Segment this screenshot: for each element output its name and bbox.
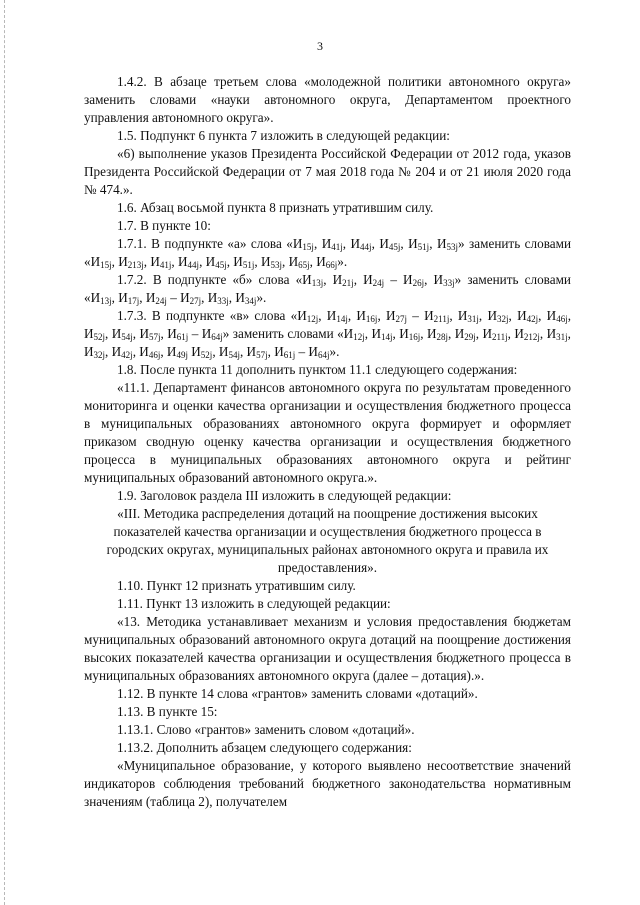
document-paragraph: 1.5. Подпункт 6 пункта 7 изложить в следующей редакции:: [117, 128, 450, 143]
section-heading: «III. Методика распределения дотаций на поощрение достижения высоких показателей качества организации и осуществления бюджетного процесса в городских округах, муниципальных районах автономного округа и правила их предоставления».: [106, 506, 549, 575]
document-paragraph: «6) выполнение указов Президента Российской Федерации от 2012 года, указов Президента Российской Федерации от 7 мая 2018 года № 204 и от 21 июля 2020 года № 474.».: [84, 146, 571, 197]
document-paragraph: 1.12. В пункте 14 слова «грантов» заменить словами «дотаций».: [117, 686, 478, 701]
document-paragraph: 1.6. Абзац восьмой пункта 8 признать утратившим силу.: [117, 200, 434, 215]
document-paragraph: 1.7.1. В подпункте «а» слова «$И_{15j}$, $И_{41j}$, $И_{44j}$, $И_{45j}$, $И_{51j}$, $И_{53j}$» заменить словами «$И_{15j}$, $И_{213j}$, $И_{41j}$, $И_{44j}$, $И_{45j}$, $И_{51j}$, $И_{53j}$, $И_{65j}$, $И_{66j}$».: [84, 236, 572, 270]
document-body: [84, 73, 571, 811]
page-edge: [4, 0, 6, 905]
document-paragraph: 1.9. Заголовок раздела III изложить в следующей редакции:: [117, 488, 452, 503]
document-paragraph: 1.7.2. В подпункте «б» слова «$И_{13j}$, $И_{21j}$, $И_{24j} - И_{26j}$, $И_{33j}$» заменить словами «$И_{13j}$, $И_{17j}$, $И_{24j} - И_{27j}$, $И_{33j}$, $И_{34j}$».: [84, 272, 571, 306]
document-paragraph: 1.13.2. Дополнить абзацем следующего содержания:: [117, 740, 412, 755]
document-paragraph: 1.7. В пункте 10:: [117, 218, 211, 233]
document-paragraph: «13. Методика устанавливает механизм и условия предоставления бюджетам муниципальных образований автономного округа дотаций на поощрение достижения высоких показателей качества организации и осуществления бюджетного процесса в муниципальных образованиях автономного округа (далее – дотация).».: [84, 614, 571, 683]
document-paragraph: 1.10. Пункт 12 признать утратившим силу.: [117, 578, 356, 593]
document-paragraph: «Муниципальное образование, у которого выявлено несоответствие значений индикаторов соблюдения требований бюджетного законодательства нормативным значениям (таблица 2), получателем: [84, 758, 571, 809]
document-paragraph: 1.13.1. Слово «грантов» заменить словом «дотаций».: [117, 722, 415, 737]
page-number: 3: [317, 39, 323, 53]
document-paragraph: 1.4.2. В абзаце третьем слова «молодежной политики автономного округа» заменить словами «науки автономного округа, Департаментом проектного управления автономного округа».: [84, 74, 571, 125]
document-paragraph: 1.11. Пункт 13 изложить в следующей редакции:: [117, 596, 391, 611]
document-paragraph: «11.1. Департамент финансов автономного округа по результатам проведенного мониторинга и оценки качества организации и осуществления бюджетного процесса в муниципальных образованиях автономного округа формирует и оформляет приказом сводную оценку качества организации и осуществления бюджетного процесса в муниципальных образованиях автономного округа и рейтинг муниципальных образований автономного округа.».: [84, 380, 571, 485]
document-paragraph: 1.7.3. В подпункте «в» слова «$И_{12j}$, $И_{14j}$, $И_{16j}$, $И_{27j} - И_{211j}$, $И_{31j}$, $И_{32j}$, $И_{42j}$, $И_{46j}$, $И_{52j}$, $И_{54j}$, $И_{57j}$, $И_{61j} - И_{64j}$» заменить словами «$И_{12j}$, $И_{14j}$, $И_{16j}$, $И_{28j}$, $И_{29j}$, $И_{211j}$, $И_{212j}$, $И_{31j}$, $И_{32j}$, $И_{42j}$, $И_{46j}$, $И_{49j}$ $И_{52j}$, $И_{54j}$, $И_{57j}$, $И_{61j} - И_{64j}$».: [84, 308, 571, 360]
document-paragraph: 1.13. В пункте 15:: [117, 704, 218, 719]
document-paragraph: 1.8. После пункта 11 дополнить пунктом 11.1 следующего содержания:: [117, 362, 518, 377]
